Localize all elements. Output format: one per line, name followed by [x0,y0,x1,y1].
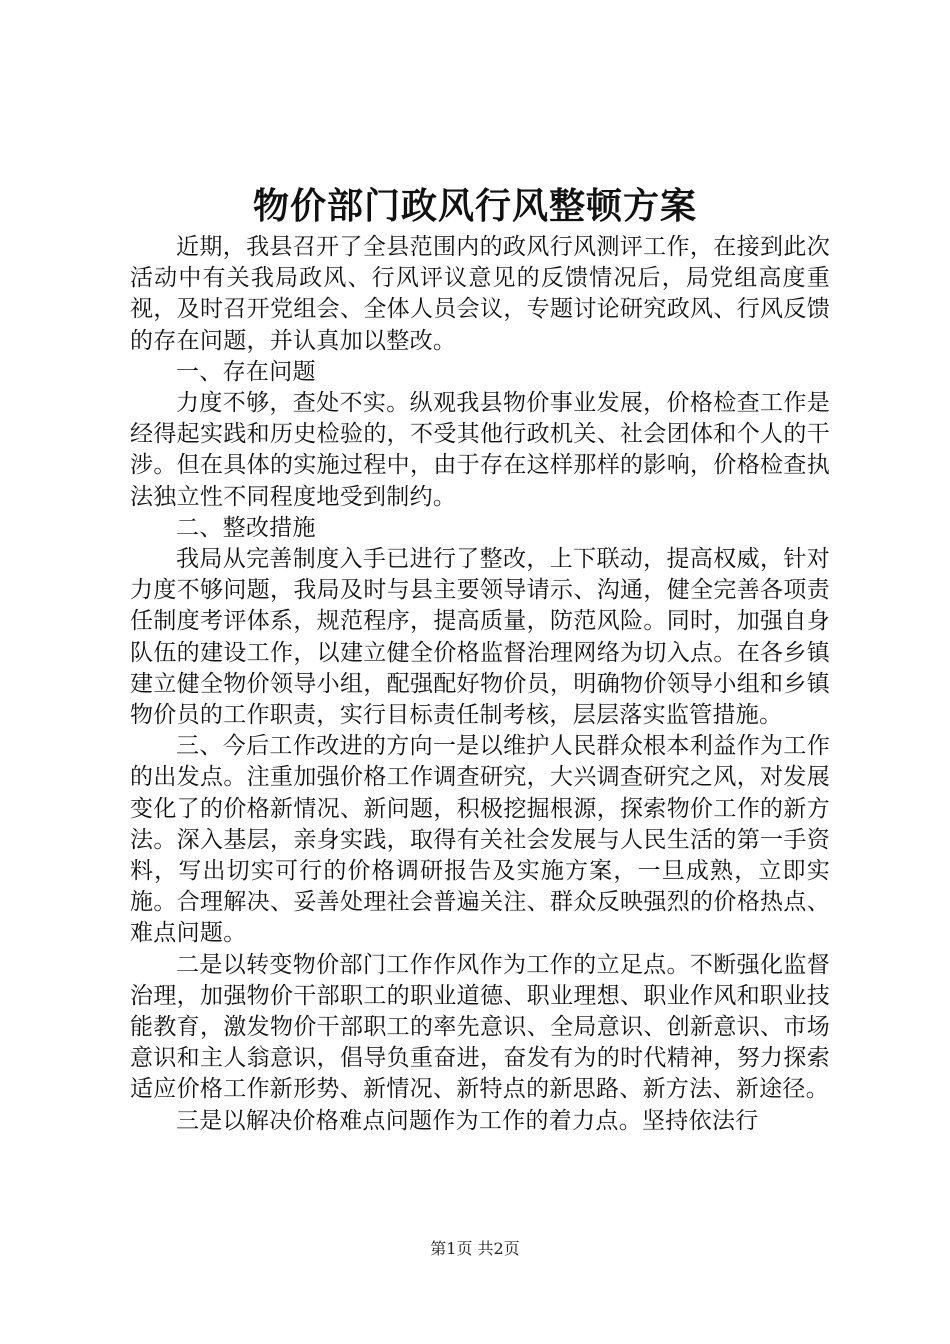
section-heading-problems: 一、存在问题 [176,358,316,385]
paragraph-direction-one: 三、今后工作改进的方向一是以维护人民群众根本利益作为工作的出发点。注重加强价格工作调查研究，大兴调查研究之风，对发展变化了的价格新情况、新问题，积极挖掘根源，探索物价工作的新方法。深入基层，亲身实践，取得有关社会发展与人民生活的第一手资料，写出切实可行的价格调研报告及实施方案，一旦成熟，立即实施。合理解决、妥善处理社会普遍关注、群众反映强烈的价格热点、难点问题。 [130,733,830,947]
paragraph-direction-three: 三是以解决价格难点问题作为工作的着力点。坚持依法行 [176,1107,759,1134]
page-number-footer: 第1页 共2页 [430,1239,520,1258]
paragraph-problems: 力度不够，查处不实。纵观我县物价事业发展，价格检查工作是经得起实践和历史检验的，不受其他行政机关、社会团体和个人的干涉。但在具体的实施过程中，由于存在这样那样的影响，价格检查执法独立性不同程度地受到制约。 [130,390,830,510]
section-heading-measures: 二、整改措施 [176,514,316,541]
document-body [130,232,830,1137]
paragraph-measures: 我局从完善制度入手已进行了整改，上下联动，提高权威，针对力度不够问题，我局及时与县主要领导请示、沟通，健全完善各项责任制度考评体系，规范程序，提高质量，防范风险。同时，加强自身队伍的建设工作，以建立健全价格监督治理网络为切入点。在各乡镇建立健全物价领导小组，配强配好物价员，明确物价领导小组和乡镇物价员的工作职责，实行目标责任制考核，层层落实监管措施。 [130,546,830,729]
document-title: 物价部门政风行风整顿方案 [252,185,697,227]
paragraph-intro: 近期，我县召开了全县范围内的政风行风测评工作，在接到此次活动中有关我局政风、行风评议意见的反馈情况后，局党组高度重视，及时召开党组会、全体人员会议，专题讨论研究政风、行风反馈的存在问题，并认真加以整改。 [130,234,830,354]
paragraph-direction-two: 二是以转变物价部门工作作风作为工作的立足点。不断强化监督治理，加强物价干部职工的职业道德、职业理想、职业作风和职业技能教育，激发物价干部职工的率先意识、全局意识、创新意识、市场意识和主人翁意识，倡导负重奋进，奋发有为的时代精神，努力探索适应价格工作新形势、新情况、新特点的新思路、新方法、新途径。 [130,951,830,1103]
